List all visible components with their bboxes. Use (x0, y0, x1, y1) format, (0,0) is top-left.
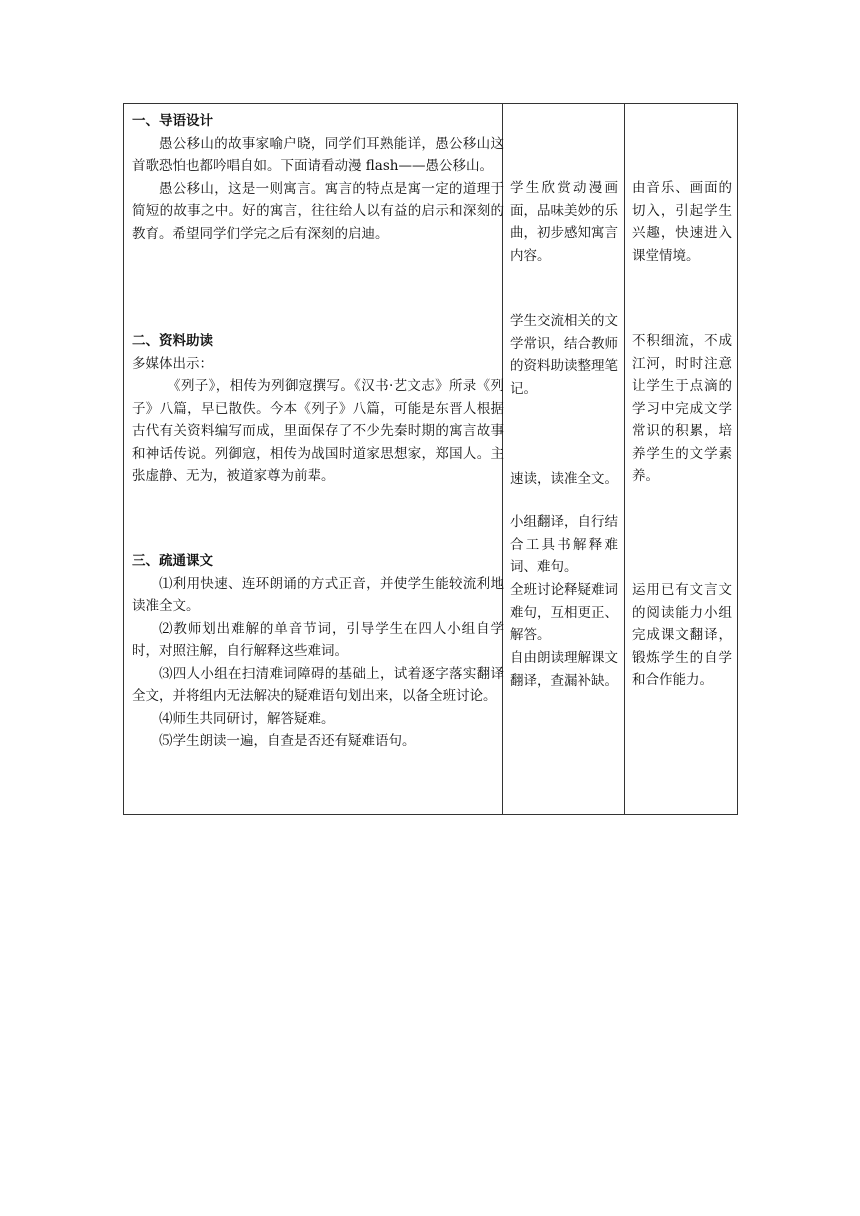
study-step-5: ⑸学生朗读一遍，自查是否还有疑难语句。 (159, 733, 416, 749)
materials-paragraph: 《列子》，相传为列御寇撰写。《汉书·艺文志》所录《列子》八篇，早已散佚。今本《列子》八篇，可能是东晋人根据古代有关资料编写而成，里面保存了不少先秦时期的寓言故事和神话传说。列御寇，相传为战国时道家思想家，郑国人。主张虚静、无为，被道家尊为前辈。 (132, 378, 504, 484)
activity-block-5: 全班讨论释疑难词难句，互相更正、解答。 (510, 582, 618, 643)
intent-block-3: 运用已有文言文的阅读能力小组完成课文翻译，锻炼学生的自学和合作能力。 (632, 582, 732, 688)
activity-block-1: 学生欣赏动漫画面，品味美妙的乐曲，初步感知寓言内容。 (510, 180, 618, 264)
section-heading-materials: 二、资料助读 (132, 333, 213, 349)
column-divider (624, 104, 625, 814)
lesson-plan-table (123, 103, 738, 815)
activity-block-6: 自由朗读理解课文翻译，查漏补缺。 (510, 650, 618, 689)
study-step-3: ⑶四人小组在扫清难词障碍的基础上，试着逐字落实翻译全文，并将组内无法解决的疑难语句划出来，以备全班讨论。 (132, 665, 504, 704)
section-heading-text-study: 三、疏通课文 (132, 553, 213, 569)
intent-block-1: 由音乐、画面的切入，引起学生兴趣，快速进入课堂情境。 (632, 180, 732, 264)
intent-block-2: 不积细流，不成江河，时时注意让学生于点滴的学习中完成文学常识的积累，培养学生的文学素养。 (632, 333, 732, 484)
study-step-1: ⑴利用快速、连环朗诵的方式正音，并使学生能较流利地读准全文。 (132, 575, 504, 614)
intro-paragraph-1: 愚公移山的故事家喻户晓，同学们耳熟能详，愚公移山这首歌恐怕也都吟唱自如。下面请看动漫 flash——愚公移山。 (132, 135, 504, 174)
study-step-2: ⑵教师划出难解的单音节词，引导学生在四人小组自学时，对照注解，自行解释这些难词。 (132, 620, 504, 659)
activity-block-4: 小组翻译，自行结合工具书解释难词、难句。 (510, 514, 618, 575)
study-step-4: ⑷师生共同研讨，解答疑难。 (159, 710, 335, 727)
section-heading-intro: 一、导语设计 (132, 113, 213, 129)
intro-paragraph-2: 愚公移山，这是一则寓言。寓言的特点是寓一定的道理于简短的故事之中。好的寓言，往往给人以有益的启示和深刻的教育。希望同学们学完之后有深刻的启迪。 (132, 180, 504, 242)
activity-block-2: 学生交流相关的文学常识，结合教师的资料助读整理笔记。 (510, 313, 618, 397)
multimedia-label: 多媒体出示： (132, 355, 213, 372)
activity-block-3: 速读，读准全文。 (510, 471, 618, 487)
